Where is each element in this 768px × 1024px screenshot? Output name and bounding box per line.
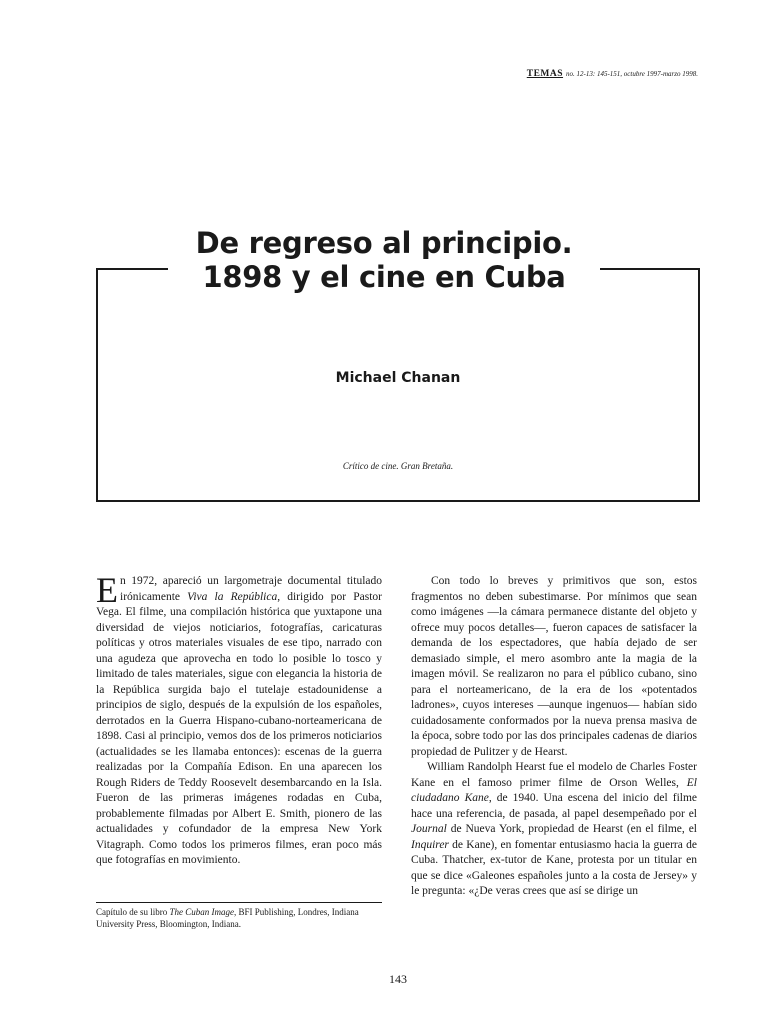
footnote-text: Capítulo de su libro	[96, 907, 170, 917]
footnote-text: , BFI Publishing, Londres, Indiana University Press, Bloomington, Indiana.	[96, 907, 359, 929]
paragraph	[96, 570, 383, 869]
journal-citation: no. 12-13: 145-151, octubre 1997-marzo 1998.	[566, 70, 698, 78]
journal-header	[527, 69, 698, 79]
paragraph-text: de Kane), en fomentar entusiasmo hacia la guerra de Cuba. Thatcher, ex-tutor de Kane, protesta por un titular en que se dice «Galeones españoles junto a la costa de Jersey» y le pregunta: «¿De veras crees que así se dirige un	[411, 838, 697, 897]
film-title: El ciudadano Kane	[411, 776, 697, 804]
newspaper-title: Inquirer	[411, 838, 449, 851]
paragraph-text: de Nueva York, propiedad de Hearst (en el filme, el	[446, 823, 697, 835]
newspaper-title: Journal	[411, 823, 447, 835]
book-title: The Cuban Image	[169, 907, 234, 917]
title-line-2: 1898 y el cine en Cuba	[202, 260, 566, 294]
film-title: Viva la República	[187, 590, 278, 603]
paragraph: Con todo lo breves y primitivos que son, estos fragmentos no deben subestimarse. Por mínimos que sean como imágenes —la cámara permanece distante del objeto y ofrece muy pocos detalles—, fueron capaces de satisfacer la demanda de los espectadores, que había dejado de ser demasiado simple, el mero asombro ante la magia de la imagen móvil. Se realizaron no para el público cubano, sino para el norteamericano, de la era de los «potentados ladrones», cuyos intereses —aunque ingenuos— habían sido cuidadosamente conformados por la nueva prensa masiva de la época, sobre todo por las dos principales cadenas de diarios propiedad de Pulitzer y de Hearst.	[411, 575, 697, 758]
author-affiliation: Crítico de cine. Gran Bretaña.	[342, 461, 454, 471]
article-title	[0, 226, 768, 294]
paragraph-text: , de 1940. Una escena del inicio del filme hace una referencia, de pasada, al papel desempeñado por el	[411, 792, 698, 820]
paragraph-text: n 1972, apareció un largometraje documental titulado irónicamente	[120, 575, 382, 603]
paragraph-text: William Randolph Hearst fue el modelo de Charles Foster Kane en el famoso primer filme de Orson Welles,	[411, 761, 697, 789]
footnote	[96, 902, 382, 930]
paragraph	[411, 760, 697, 900]
page-number: 143	[389, 972, 407, 986]
body-column-left	[96, 570, 383, 869]
title-line-1: De regreso al principio.	[195, 226, 573, 260]
drop-cap: E	[96, 570, 118, 610]
paragraph-text: , dirigido por Pastor Vega. El filme, una compilación histórica que yuxtapone una diversidad de viejos noticiarios, fotografías, caricaturas políticas y otros materiales visuales de ese tipo, narrado con una agudeza que aprovecha en todo lo posible lo tosco y limitado de tales materiales, sigue con elegancia la historia de la República surgida bajo el tutelaje estadounidense a principios de siglo, después de la expulsión de los españoles, derrotados en la Guerra Hispano-cubano-norteamericana de 1898. Casi al principio, vemos dos de los primeros noticiarios (actualidades se les llamaba entonces): escenas de la guerra realizadas por la Compañía Edison. En una aparecen los Rough Riders de Teddy Roosevelt desembarcando en la Isla. Fueron de las primeras imágenes rodadas en Cuba, probablemente filmadas por Albert E. Smith, pionero de las actualidades y cofundador de la empresa New York Vitagraph. Como todos los primeros filmes, eran poco más que fotografías en movimiento.	[96, 590, 383, 866]
body-column-right	[411, 574, 697, 900]
journal-name: TEMAS	[526, 69, 564, 79]
author-name: Michael Chanan	[335, 370, 461, 386]
